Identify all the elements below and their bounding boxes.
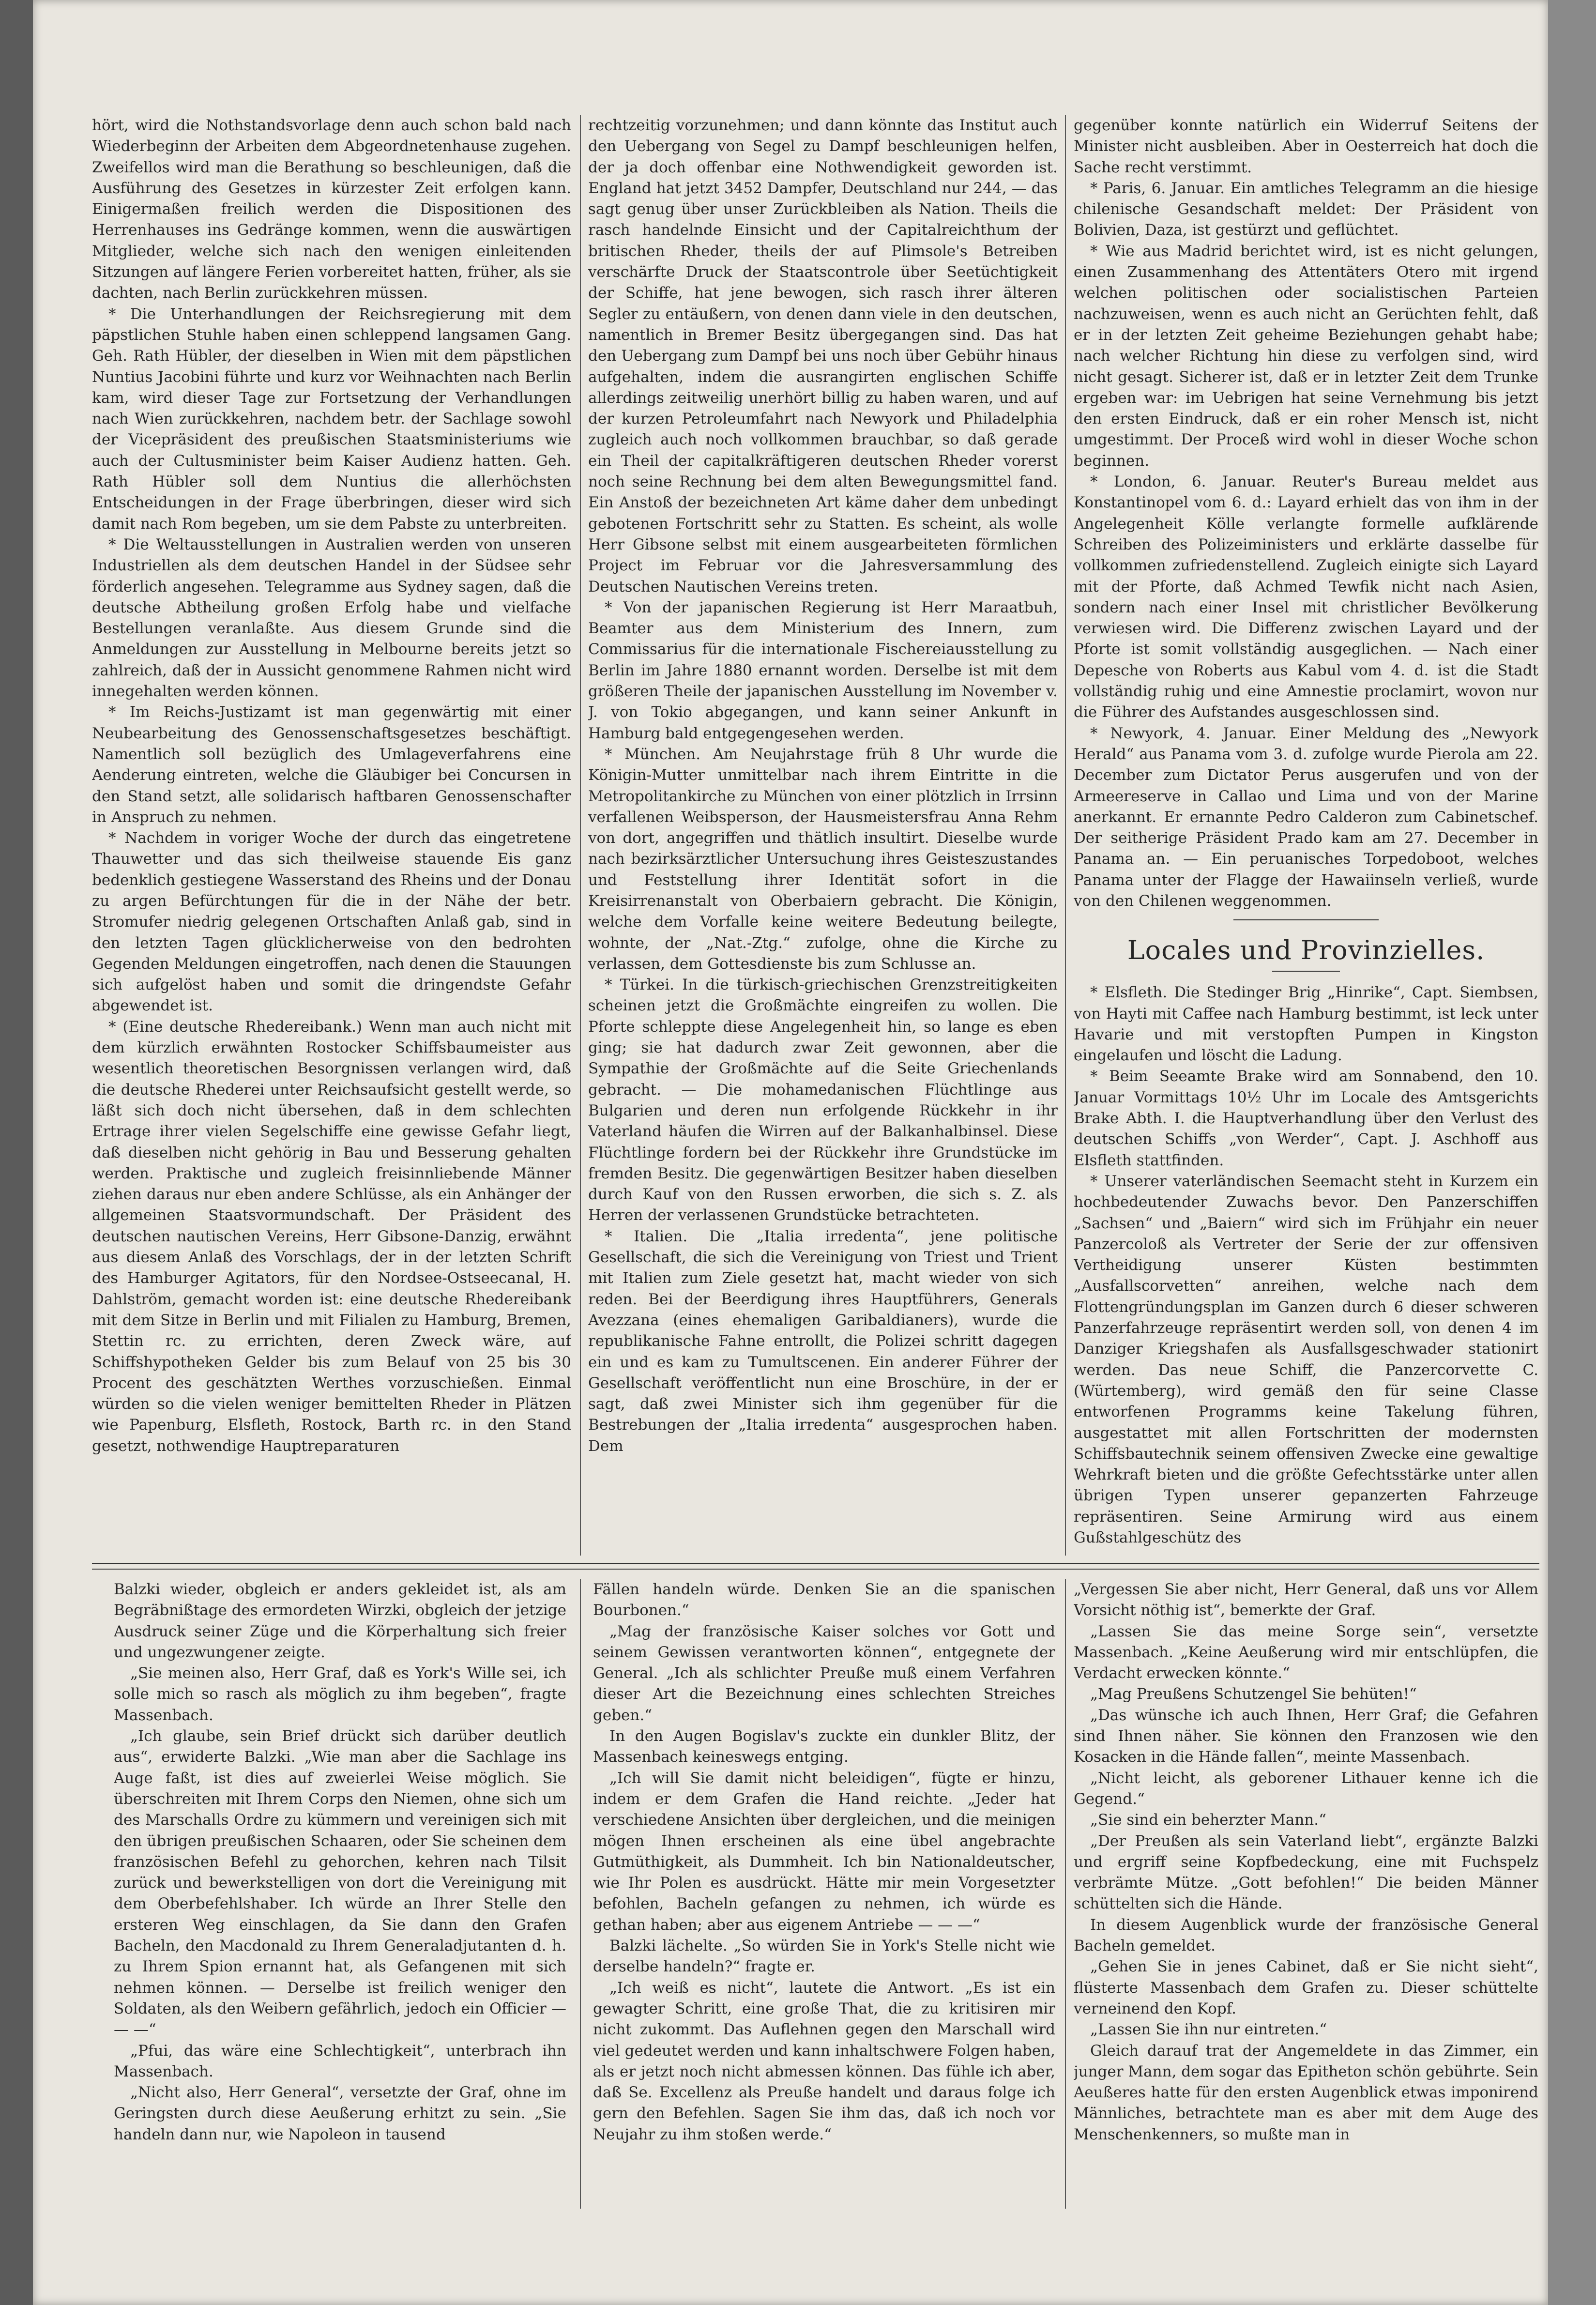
article-paragraph: * Wie aus Madrid berichtet wird, ist es nicht gelungen, einen Zusammenhang des Attentäters Otero mit irgend welchen politischen oder socialistischen Parteien nachzuweisen, wenn es auch nicht an Gerüchten fehlt, daß er in der letzten Zeit geheime Beziehungen gehabt habe; nach welcher Richtung hin diese zu verfolgen sind, wird nicht gesagt. Sicherer ist, daß er in letzter Zeit dem Trunke ergeben war: im Uebrigen hat seine Vernehmung bis jetzt den ersten Eindruck, daß er ein roher Mensch ist, nicht umgestimmt. Der Proceß wird wohl in dieser Woche schon beginnen. bbox=[1074, 242, 1538, 470]
article-paragraph: „Ich will Sie damit nicht beleidigen“, fügte er hinzu, indem er dem Grafen die Hand reichte. „Jeder hat verschiedene Ansichten über dergleichen, und die meinigen mögen Ihnen erscheinen als eine übel angebrachte Gutmüthigkeit, als Dummheit. Ich bin Nationaldeutscher, wie Ihr Polen es ausdrückt. Hätte mir mein Vorgesetzter befohlen, Bacheln gefangen zu nehmen, ich würde es gethan haben; aber aus eigenem Antriebe — — —“ bbox=[593, 1769, 1055, 1934]
article-paragraph: „Der Preußen als sein Vaterland liebt“, ergänzte Balzki und ergriff seine Kopfbedeckung, eine mit Fuchspelz verbrämte Mütze. „Gott befohlen!“ Die beiden Männer schüttelten sich die Hände. bbox=[1074, 1832, 1538, 1913]
article-paragraph: In den Augen Bogislav's zuckte ein dunkler Blitz, der Massenbach keineswegs entging. bbox=[593, 1727, 1055, 1766]
news-column-3 bbox=[1074, 115, 1538, 1556]
article-paragraph: * Paris, 6. Januar. Ein amtliches Telegramm an die hiesige chilenische Gesandschaft meldet: Der Präsident von Bolivien, Daza, ist gestürzt und geflüchtet. bbox=[1074, 179, 1538, 239]
column-rule bbox=[580, 1579, 581, 2209]
article-paragraph: „Nicht leicht, als geborener Lithauer kenne ich die Gegend.“ bbox=[1074, 1769, 1538, 1808]
article-paragraph: Balzki wieder, obgleich er anders gekleidet ist, als am Begräbnißtage des ermordeten Wirzki, obgleich der jetzige Ausdruck seiner Züge und die Körperhaltung sich freier und ungezwungener zeigte. bbox=[114, 1581, 566, 1661]
news-column-2 bbox=[588, 115, 1058, 1556]
article-paragraph: * Die Unterhandlungen der Reichsregierung mit dem päpstlichen Stuhle haben einen schleppend langsamen Gang. Geh. Rath Hübler, der dieselben in Wien mit dem päpstlichen Nuntius Jacobini führte und kurz vor Weihnachten nach Berlin kam, wird dieser Tage zur Fortsetzung der Verhandlungen nach Wien zurückkehren, nachdem betr. der Sachlage sowohl der Vicepräsident des preußischen Staatsministeriums wie auch der Cultusminister beim Kaiser Audienz hatten. Geh. Rath Hübler soll dem Nuntius die allerhöchsten Entscheidungen in der Frage überbringen, dieser wird sich damit nach Rom begeben, um sie dem Pabste zu unterbreiten. bbox=[92, 305, 571, 533]
article-paragraph: „Sie meinen also, Herr Graf, daß es York's Wille sei, ich solle mich so rasch als möglich zu ihm begeben“, fragte Massenbach. bbox=[114, 1664, 566, 1724]
article-paragraph: Gleich darauf trat der Angemeldete in das Zimmer, ein junger Mann, dem sogar das Epitheton schön gebührte. Sein Aeußeres hatte für den ersten Augenblick etwas imponirend Männliches, betrachtete man es aber mit dem Auge des Menschenkenners, so mußte man in bbox=[1074, 2042, 1538, 2143]
article-paragraph: gegenüber konnte natürlich ein Widerruf Seitens der Minister nicht ausbleiben. Aber in Oesterreich hat doch die Sache recht verstimmt. bbox=[1074, 117, 1538, 176]
article-paragraph: „Mag der französische Kaiser solches vor Gott und seinem Gewissen verantworten können“, entgegnete der General. „Ich als schlichter Preuße muß einem Verfahren dieser Art die Bezeichnung eines schlechten Streiches geben.“ bbox=[593, 1622, 1055, 1724]
article-paragraph: * Italien. Die „Italia irredenta“, jene politische Gesellschaft, die sich die Vereinigung von Triest und Trient mit Italien zum Ziele gesetzt hat, macht wieder von sich reden. Bei der Beerdigung ihres Hauptführers, Generals Avezzana (eines ehemaligen Garibaldianers), wurde die republikanische Fahne entrollt, die Polizei schritt dagegen ein und es kam zu Tumultscenen. Ein anderer Führer der Gesellschaft veröffentlicht nun eine Broschüre, in der er sagt, daß zwei Minister sich ihm gegenüber für die Bestrebungen der „Italia irredenta“ ausgesprochen haben. Dem bbox=[588, 1227, 1058, 1455]
article-paragraph: * London, 6. Januar. Reuter's Bureau meldet aus Konstantinopel vom 6. d.: Layard erhielt das von ihm in der Angelegenheit Kölle verlangte formelle aufklärende Schreiben des Polizeiministers und erklärte dasselbe für vollkommen zufriedenstellend. Zugleich einigte sich Layard mit der Pforte, daß Achmed Tewfik nicht nach Asien, sondern nach einer Insel mit christlicher Bevölkerung verwiesen wird. Die Differenz zwischen Layard und der Pforte ist somit vollständig ausgeglichen. — Nach einer Depesche von Roberts aus Kabul vom 4. d. ist die Stadt vollständig ruhig und eine Amnestie proclamirt, wovon nur die Führer des Aufstandes ausgeschlossen sind. bbox=[1074, 473, 1538, 721]
article-paragraph: „Lassen Sie ihn nur eintreten.“ bbox=[1090, 2021, 1327, 2039]
article-paragraph: * Newyork, 4. Januar. Einer Meldung des „Newyork Herald“ aus Panama vom 3. d. zufolge wurde Pierola am 22. December zum Dictator Perus ausgerufen und von der Armeereserve in Callao und Lima und von der Marine anerkannt. Er ernannte Pedro Calderon zum Cabinetschef. Der seitherige Präsident Prado kam am 27. December in Panama an. — Ein peruanisches Torpedoboot, welches Panama unter der Flagge der Hawaiinseln verließ, wurde von den Chilenen weggenommen. bbox=[1074, 724, 1538, 910]
article-paragraph: „Sie sind ein beherzter Mann.“ bbox=[1090, 1811, 1326, 1829]
article-paragraph: „Pfui, das wäre eine Schlechtigkeit“, unterbrach ihn Massenbach. bbox=[114, 2042, 566, 2080]
article-paragraph: „Lassen Sie das meine Sorge sein“, versetzte Massenbach. „Keine Aeußerung wird mir entschlüpfen, die Verdacht erwecken könnte.“ bbox=[1074, 1622, 1538, 1682]
article-paragraph: Balzki lächelte. „So würden Sie in York's Stelle nicht wie derselbe handeln?“ fragte er. bbox=[593, 1937, 1055, 1976]
article-paragraph: * Türkei. In die türkisch-griechischen Grenzstreitigkeiten scheinen jetzt die Großmächte eingreifen zu wollen. Die Pforte schleppte diese Angelegenheit hin, so lange es eben ging; sie hat dadurch zwar Zeit gewonnen, aber die Sympathie der Großmächte auf die Seite Griechenlands gebracht. — Die mohamedanischen Flüchtlinge aus Bulgarien und deren nun erfolgende Rückkehr in ihr Vaterland häufen die Wirren auf der Balkanhalbinsel. Diese Flüchtlinge fordern bei der Rückkehr ihre Grundstücke im fremden Besitz. Die gegenwärtigen Besitzer haben dieselben durch Kauf von den Russen erworben, die sich s. Z. als Herren der verlassenen Grundstücke betrachteten. bbox=[588, 976, 1058, 1224]
article-paragraph: * Unserer vaterländischen Seemacht steht in Kurzem ein hochbedeutender Zuwachs bevor. Den Panzerschiffen „Sachsen“ und „Baiern“ wird sich im Frühjahr ein neuer Panzercoloß als Vertreter der Serie der zur offensiven Vertheidigung unserer Küsten bestimmten „Ausfallscorvetten“ anreihen, welche nach dem Flottengründungsplan im Ganzen durch 6 dieser schweren Panzerfahrzeuge repräsentirt werden soll, von denen 4 im Danziger Kriegshafen als Ausfallsgeschwader stationirt werden. Das neue Schiff, die Panzercorvette C. (Würtemberg), wird gemäß den für seine Classe entworfenen Programms keine Takelung führen, ausgestattet mit allen Fortschritten der modernsten Schiffsbautechnik seinem offensiven Zwecke eine gewaltige Wehrkraft bieten und die größte Gefechtsstärke unter allen übrigen Typen unserer gepanzerten Fahrzeuge repräsentiren. Seine Armirung wird aus einem Gußstahlgeschütz des bbox=[1074, 1172, 1538, 1546]
article-paragraph: „Mag Preußens Schutzengel Sie behüten!“ bbox=[1090, 1685, 1417, 1703]
feuilleton-separator-thin bbox=[92, 1569, 1539, 1570]
page-edge bbox=[1548, 0, 1596, 2305]
news-column-1 bbox=[92, 115, 571, 1556]
article-paragraph: „Gehen Sie in jenes Cabinet, daß er Sie nicht sieht“, flüsterte Massenbach dem Grafen zu. Dieser schüttelte verneinend den Kopf. bbox=[1074, 1958, 1538, 2017]
article-paragraph: * Die Weltausstellungen in Australien werden von unseren Industriellen als dem deutschen Handel in der Südsee sehr förderlich angesehen. Telegramme aus Sydney sagen, daß die deutsche Abtheilung großen Erfolg habe und vielfache Bestellungen veranlaßte. Aus diesem Grunde sind die Anmeldungen zur Ausstellung in Melbourne bereits jetzt so zahlreich, daß der in Aussicht genommene Rahmen nicht wird innegehalten werden können. bbox=[92, 535, 571, 701]
article-paragraph: Fällen handeln würde. Denken Sie an die spanischen Bourbonen.“ bbox=[593, 1581, 1055, 1619]
column-rule bbox=[580, 115, 581, 1556]
feuilleton-column-1 bbox=[114, 1579, 566, 2209]
section-rule bbox=[1272, 971, 1340, 972]
article-paragraph: „Vergessen Sie aber nicht, Herr General, daß uns vor Allem Vorsicht nöthig ist“, bemerkte der Graf. bbox=[1074, 1581, 1538, 1619]
article-paragraph: „Nicht also, Herr General“, versetzte der Graf, ohne im Geringsten durch diese Aeußerung erhitzt zu sein. „Sie handeln dann nur, wie Napoleon in tausend bbox=[114, 2084, 566, 2143]
article-paragraph: hört, wird die Nothstandsvorlage denn auch schon bald nach Wiederbeginn der Arbeiten dem Abgeordnetenhause zugehen. Zweifellos wird man die Berathung so beschleunigen, daß die Ausführung des Gesetzes in kürzester Zeit erfolgen kann. Einigermaßen freilich werden die Dispositionen des Herrenhauses ins Gedränge kommen, wenn die auswärtigen Mitglieder, welche sich nach den wenigen einleitenden Sitzungen auf längere Ferien vorbereitet hatten, früher, als sie dachten, nach Berlin zurückkehren müssen. bbox=[92, 117, 571, 302]
article-paragraph: * Im Reichs-Justizamt ist man gegenwärtig mit einer Neubearbeitung des Genossenschaftsgesetzes beschäftigt. Namentlich soll bezüglich des Umlageverfahrens eine Aenderung eintreten, welche die Gläubiger bei Concursen in den Stand setzt, alle solidarisch haftbaren Genossenschafter in Anspruch zu nehmen. bbox=[92, 703, 571, 826]
article-paragraph: * Beim Seeamte Brake wird am Sonnabend, den 10. Januar Vormittags 10½ Uhr im Locale des Amtsgerichts Brake Abth. I. die Hauptverhandlung über den Verlust des deutschen Schiffs „von Werder“, Capt. J. Aschhoff aus Elsfleth stattfinden. bbox=[1074, 1068, 1538, 1169]
article-paragraph: rechtzeitig vorzunehmen; und dann könnte das Institut auch den Uebergang von Segel zu Dampf beschleunigen helfen, der ja doch offenbar eine Nothwendigkeit geworden ist. England hat jetzt 3452 Dampfer, Deutschland nur 244, — das sagt genug über unser Zurückbleiben als Nation. Theils die rasch handelnde Einsicht und der Capitalreichthum der britischen Rheder, theils der auf Plimsole's Betreiben verschärfte Druck der Staatscontrole über Seetüchtigkeit der Schiffe, hat jene bewogen, sich rasch ihrer älteren Segler zu entäußern, von denen dann viele in den deutschen, namentlich in Bremer Besitz übergegangen sind. Das hat den Uebergang zum Dampf bei uns noch über Gebühr hinaus aufgehalten, indem die ausrangirten englischen Schiffe allerdings zeitweilig unerhört billig zu haben waren, und auf der kurzen Petroleumfahrt nach Newyork und Philadelphia zugleich auch noch vollkommen brauchbar, so daß gerade ein Theil der capitalkräftigeren deutschen Rheder vorerst noch seine Rechnung bei dem alten Bewegungsmittel fand. Ein Anstoß der bezeichneten Art käme daher dem unbedingt gebotenen Fortschritt sehr zu Statten. Es scheint, als wolle Herr Gibsone selbst mit einem ausgearbeiteten förmlichen Project im Februar vor die Jahresversammlung des Deutschen Nautischen Vereins treten. bbox=[588, 117, 1058, 595]
article-paragraph: * Elsfleth. Die Stedinger Brig „Hinrike“, Capt. Siembsen, von Hayti mit Caffee nach Hamburg bestimmt, ist leck unter Havarie und mit verstopften Pumpen in Kingston eingelaufen und löscht die Ladung. bbox=[1074, 984, 1538, 1065]
article-paragraph: „Das wünsche ich auch Ihnen, Herr Graf; die Gefahren sind Ihnen näher. Sie können den Franzosen wie den Kosacken in die Hände fallen“, meinte Massenbach. bbox=[1074, 1706, 1538, 1766]
section-rule bbox=[1233, 919, 1379, 920]
feuilleton-column-3 bbox=[1074, 1579, 1538, 2209]
article-paragraph: * Von der japanischen Regierung ist Herr Maraatbuh, Beamter aus dem Ministerium des Innern, zum Commissarius für die internationale Fischereiausstellung zu Berlin im Jahre 1880 ernannt worden. Derselbe ist mit dem größeren Theile der japanischen Ausstellung im November v. J. von Tokio abgegangen, und kann seiner Ankunft in Hamburg bald entgegengesehen werden. bbox=[588, 598, 1058, 742]
feuilleton-separator bbox=[92, 1563, 1539, 1564]
article-paragraph: „Ich glaube, sein Brief drückt sich darüber deutlich aus“, erwiderte Balzki. „Wie man aber die Sachlage ins Auge faßt, ist dies auf zweierlei Weise möglich. Sie überschreiten mit Ihrem Corps den Niemen, ohne sich um des Marschalls Ordre zu kümmern und vereinigen sich mit den übrigen preußischen Schaaren, oder Sie scheinen dem französischen Befehl zu gehorchen, kehren nach Tilsit zurück und bewerkstelligen von dort die Vereinigung mit dem Oberbefehlshaber. Ich würde an Ihrer Stelle den ersteren Weg einschlagen, da Sie dann den Grafen Bacheln, den Macdonald zu Ihrem Generaladjutanten d. h. zu Ihrem Spion ernannt hat, als Gefangenen mit sich nehmen können. — Derselbe ist freilich weniger den Soldaten, als den Weibern gefährlich, jedoch ein Officier — — —“ bbox=[114, 1727, 566, 2039]
feuilleton-column-2 bbox=[593, 1579, 1055, 2209]
binding-shadow bbox=[0, 0, 33, 2305]
column-rule bbox=[1065, 115, 1066, 1556]
article-paragraph: * München. Am Neujahrstage früh 8 Uhr wurde die Königin-Mutter unmittelbar nach ihrem Eintritte in die Metropolitankirche zu München von einer plötzlich in Irrsinn verfallenen Weibsperson, der Hausmeistersfrau Anna Rehm von dort, angegriffen und thätlich insultirt. Dieselbe wurde nach bezirksärztlicher Untersuchung ihres Geisteszustandes und Feststellung ihrer Identität sofort in die Kreisirrenanstalt von Oberbaiern gebracht. Die Königin, welche dem Vorfalle keine weitere Bedeutung beilegte, wohnte, der „Nat.-Ztg.“ zufolge, ohne die Kirche zu verlassen, dem Gottesdienste bis zum Schlusse an. bbox=[588, 745, 1058, 973]
article-paragraph: * Nachdem in voriger Woche der durch das eingetretene Thauwetter und das sich theilweise stauende Eis ganz bedenklich gestiegene Wasserstand des Rheins und der Donau zu argen Befürchtungen für die in der Nähe der betr. Stromufer niedrig gelegenen Ortschaften Anlaß gab, sind in den letzten Tagen glücklicherweise von den bedrohten Gegenden Meldungen eingetroffen, nach denen die Stauungen sich aufgelöst haben und somit die dringendste Gefahr abgewendet ist. bbox=[92, 829, 571, 1015]
section-heading: Locales und Provinzielles. bbox=[1127, 935, 1485, 966]
article-paragraph: „Ich weiß es nicht“, lautete die Antwort. „Es ist ein gewagter Schritt, eine große That, die zu kritisiren mir nicht zukommt. Das Auflehnen gegen den Marschall wird viel gedeutet werden und kann inhaltschwere Folgen haben, als er jetzt noch nicht abmessen können. Das fühle ich aber, daß Se. Excellenz als Preuße handelt und daraus folge ich gern den Befehlen. Sagen Sie ihm das, daß ich noch vor Neujahr zu ihm stoßen werde.“ bbox=[593, 1979, 1055, 2143]
article-paragraph: In diesem Augenblick wurde der französische General Bacheln gemeldet. bbox=[1074, 1916, 1538, 1955]
column-rule bbox=[1065, 1579, 1066, 2209]
article-paragraph: * (Eine deutsche Rhedereibank.) Wenn man auch nicht mit dem kürzlich erwähnten Rostocker Schiffsbaumeister aus wesentlich theoretischen Besorgnissen verlangen wird, daß die deutsche Rhederei unter Reichsaufsicht gestellt werde, so läßt sich doch nicht übersehen, daß in dem schlechten Ertrage ihrer vielen Segelschiffe eine gewisse Gefahr liegt, daß dieselben nicht gehörig in Bau und Besserung gehalten werden. Praktische und zugleich freisinnliebende Männer ziehen daraus nur eben andere Schlüsse, als ein Anhänger der allgemeinen Staatsvormundschaft. Der Präsident des deutschen nautischen Vereins, Herr Gibsone-Danzig, erwähnt aus diesem Anlaß des Vorschlags, der in der letzten Schrift des Hamburger Agitators, für den Nordsee-Ostseecanal, H. Dahlström, gemacht worden ist: eine deutsche Rhedereibank mit dem Sitze in Berlin und mit Filialen zu Hamburg, Bremen, Stettin rc. zu errichten, deren Zweck wäre, auf Schiffshypotheken Gelder bis zum Belauf von 25 bis 30 Procent des geschätzten Werthes vorzuschießen. Einmal würden so die vielen weniger bemittelten Rheder in Plätzen wie Papenburg, Elsfleth, Rostock, Barth rc. in den Stand gesetzt, nothwendige Hauptreparaturen bbox=[92, 1018, 571, 1455]
